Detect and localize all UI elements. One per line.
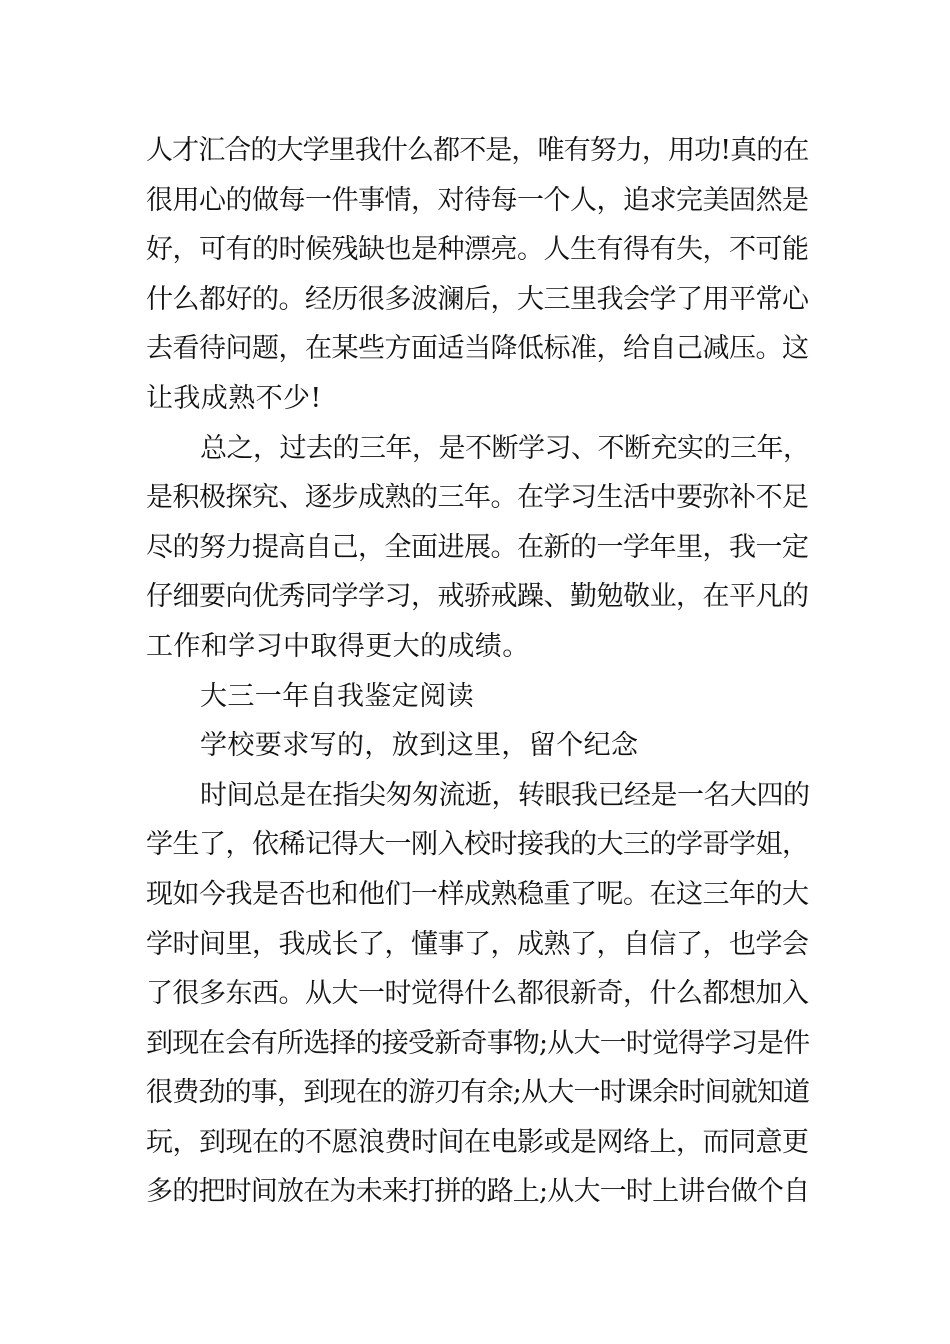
text-line: 好，可有的时候残缺也是种漂亮。人生有得有失，不可能 [146, 234, 809, 266]
text-line: 现如今我是否也和他们一样成熟稳重了呢。在这三年的大 [146, 878, 809, 910]
text-line: 工作和学习中取得更大的成绩。 [146, 630, 530, 662]
document-body [146, 126, 810, 1217]
text-line: 了很多东西。从大一时觉得什么都很新奇，什么都想加入 [146, 978, 809, 1010]
text-line: 学校要求写的，放到这里，留个纪念 [200, 730, 639, 762]
text-line: 是积极探究、逐步成熟的三年。在学习生活中要弥补不足 [146, 482, 809, 514]
text-line: 尽的努力提高自己，全面进展。在新的一学年里，我一定 [146, 531, 809, 563]
text-line: 大三一年自我鉴定阅读 [200, 680, 474, 712]
text-line: 很用心的做每一件事情，对待每一个人，追求完美固然是 [146, 184, 809, 216]
text-line: 人才汇合的大学里我什么都不是，唯有努力，用功!真的在 [146, 135, 809, 166]
text-line: 总之，过去的三年，是不断学习、不断充实的三年， [200, 432, 810, 464]
text-line: 去看待问题，在某些方面适当降低标准，给自己减压。这 [146, 333, 809, 365]
text-line: 学时间里，我成长了，懂事了，成熟了，自信了，也学会 [146, 928, 809, 960]
text-line: 仔细要向优秀同学学习，戒骄戒躁、勤勉敬业，在平凡的 [146, 581, 809, 613]
text-line: 到现在会有所选择的接受新奇事物;从大一时觉得学习是件 [146, 1027, 810, 1059]
text-line: 时间总是在指尖匆匆流逝，转眼我已经是一名大四的 [200, 779, 810, 811]
text-line: 多的把时间放在为未来打拼的路上;从大一时上讲台做个自 [146, 1176, 810, 1208]
text-line: 让我成熟不少! [146, 382, 322, 414]
text-line: 很费劲的事，到现在的游刃有余;从大一时课余时间就知道 [146, 1077, 810, 1109]
text-line: 玩，到现在的不愿浪费时间在电影或是网络上，而同意更 [146, 1126, 809, 1158]
text-line: 什么都好的。经历很多波澜后，大三里我会学了用平常心 [146, 283, 809, 315]
text-line: 学生了，依稀记得大一刚入校时接我的大三的学哥学姐， [146, 829, 809, 861]
